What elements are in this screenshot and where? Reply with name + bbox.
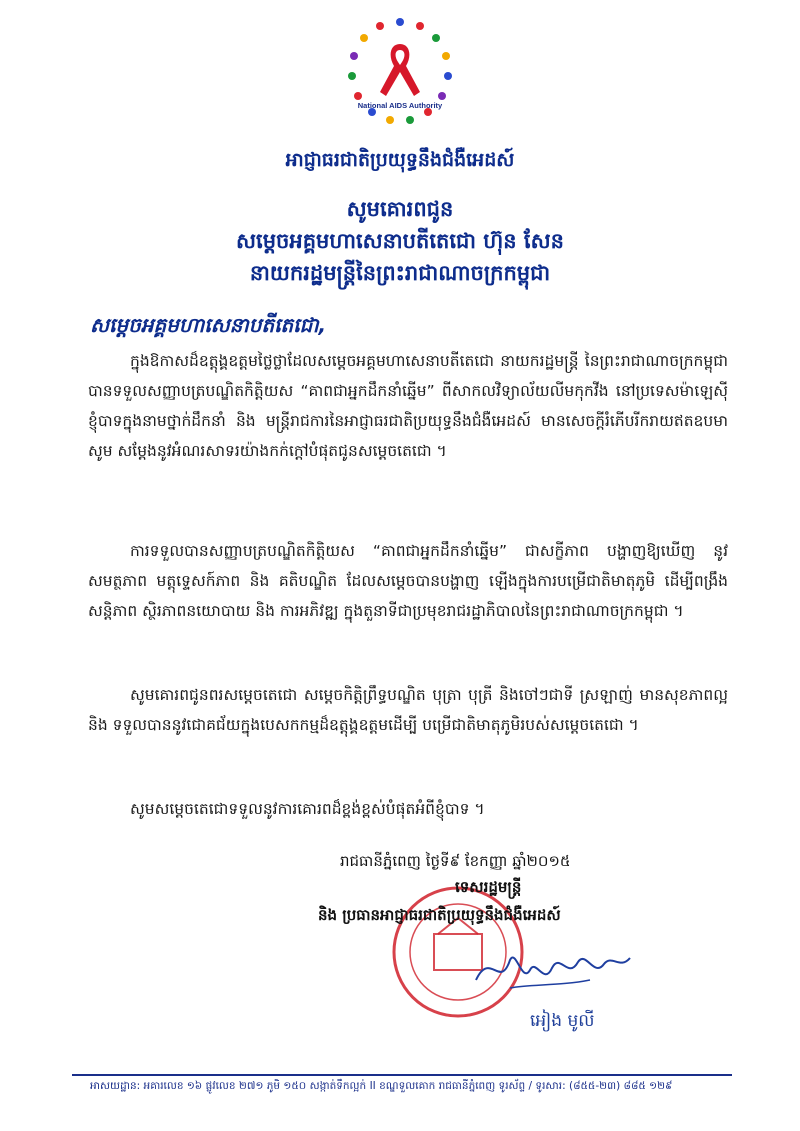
handwritten-signature (470, 940, 640, 1000)
footer-address: អាសយដ្ឋាន: អគារលេខ ១៦ ផ្លូវលេខ ២៧១ ភូមិ ១៥០ សង្កាត់ទឹកល្អក់ II ខណ្ឌទួលគោក រាជធានីភ្នំពេញ ទូរស័ព្ទ / ទូរសារ: (៨៥៥-២៣) ៨៨៥ ១២៩ (90, 1080, 673, 1092)
organization-name: អាជ្ញាធរជាតិប្រយុទ្ធនឹងជំងឺអេដស៍ (285, 149, 515, 171)
footer-divider (72, 1074, 732, 1076)
body-paragraph-4: សូមសម្តេចតេជោទទួលនូវការគោរពដ៏ខ្ពង់ខ្ពស់បំផុតអំពីខ្ញុំបាទ ។ (130, 800, 485, 818)
body-paragraph-3: សូមគោរពជូនពរសម្តេចតេជោ សម្តេចកិត្តិព្រឹទ្ធបណ្ឌិត បុត្រា បុត្រី និងចៅៗជាទី ស្រឡាញ់ មានសុខភាពល្អ និង ទទួលបាននូវជោគជ័យក្នុងបេសកកម្មដ៏ឧត្តុង្គឧត្តមដើម្បី បម្រើជាតិមាតុភូមិរបស់សម្តេចតេជោ ។ (88, 686, 728, 734)
signatory-name: អៀង មូលី (530, 1011, 595, 1031)
national-aids-authority-logo (340, 12, 460, 132)
body-paragraph-1: ក្នុងឱកាសដ៏ឧត្តុង្គឧត្តមថ្លៃថ្លាដែលសម្តេចអគ្គមហាសេនាបតីតេជោ នាយករដ្ឋមន្ត្រី នៃព្រះរាជាណាចក្រកម្ពុជា បានទទួលសញ្ញាបត្របណ្ឌិតកិត្តិយស “គាពជាអ្នកដឹកនាំឆ្នើម” ពីសាកលវិទ្យាល័យលីមកុកវីង នៅប្រទេសម៉ាឡេស៊ី ខ្ញុំបាទក្នុងនាមថ្នាក់ដឹកនាំ និង មន្ត្រីរាជការនៃអាជ្ញាធរជាតិប្រយុទ្ធនឹងជំងឺអេដស៍ មានសេចក្តីរំភើបរីករាយឥតឧបមា សូម សម្តែងនូវអំណរសាទរយ៉ាងកក់ក្តៅបំផុតជូនសម្តេចតេជោ ។ (88, 352, 728, 460)
addressee-greeting: សូមគោរពជូន (346, 196, 454, 221)
date-line: រាជធានីភ្នំពេញ ថ្ងៃទី៩ ខែកញ្ញា ឆ្នាំ២០១៥ (340, 852, 571, 870)
red-ribbon-icon (380, 44, 420, 96)
signatory-title-2: និង ប្រធានអាជ្ញាធរជាតិប្រយុទ្ធនឹងជំងឺអេដស៍ (318, 906, 561, 924)
body-paragraph-2: ការទទួលបានសញ្ញាបត្របណ្ឌិតកិត្តិយស “គាពជាអ្នកដឹកនាំឆ្នើម” ជាសក្ខីភាព បង្ហាញឱ្យឃើញ នូវសមត្ថភាព មត្តុទ្ទេសក៍ភាព និង គតិបណ្ឌិត ដែលសម្តេចបានបង្ហាញ ឡើងក្នុងការបម្រើជាតិមាតុភូមិ ដើម្បីពង្រឹងសន្តិភាព ស្ថិរភាពនយោបាយ និង ការអភិវឌ្ឍ ក្នុងតួនាទីជាប្រមុខរាជរដ្ឋាភិបាលនៃព្រះរាជាណាចក្រកម្ពុជា ។ (88, 542, 728, 620)
signatory-title-1: ទេសរដ្ឋមន្ត្រី (455, 878, 522, 896)
salutation: សម្តេចអគ្គមហាសេនាបតីតេជោ, (90, 313, 327, 337)
logo-text: National AIDS Authority (357, 101, 443, 110)
addressee-title: នាយករដ្ឋមន្ត្រីនៃព្រះរាជាណាចក្រកម្ពុជា (249, 260, 551, 285)
addressee-name: សម្តេចអគ្គមហាសេនាបតីតេជោ ហ៊ុន សែន (236, 228, 564, 253)
